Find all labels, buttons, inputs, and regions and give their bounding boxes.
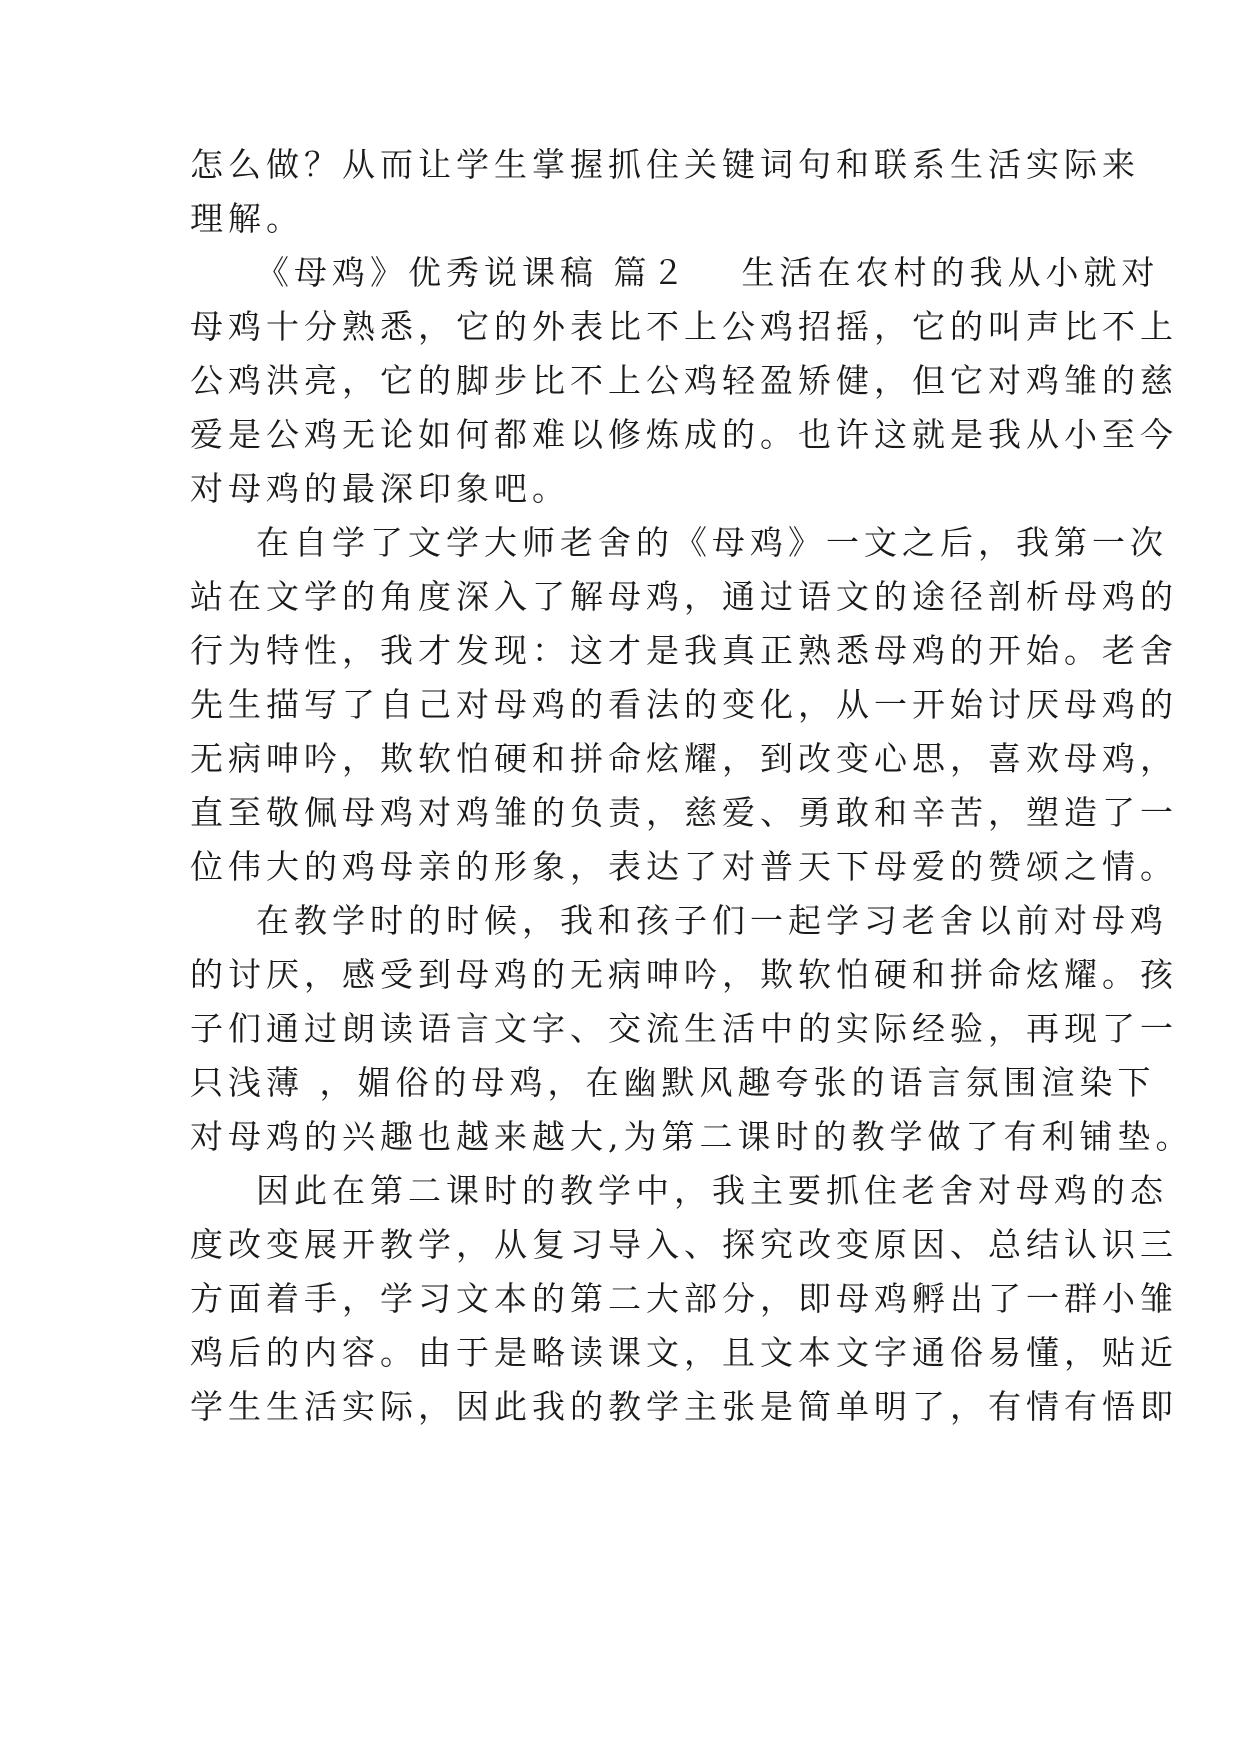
text-line: 对母鸡的最深印象吧。 [190, 469, 570, 508]
text-line: 对母鸡的兴趣也越来越大,为第二课时的教学做了有利铺垫。 [190, 1117, 1194, 1156]
text-line: 在教学时的时候，我和孩子们一起学习老舍以前对母鸡 [256, 901, 1168, 940]
text-line: 站在文学的角度深入了解母鸡，通过语文的途径剖析母鸡的 [190, 577, 1178, 616]
text-line: 怎么做？从而让学生掌握抓住关键词句和联系生活实际来 [190, 145, 1140, 184]
text-line: 的讨厌，感受到母鸡的无病呻吟，欺软怕硬和拼命炫耀。孩 [190, 955, 1178, 994]
text-line: 先生描写了自己对母鸡的看法的变化，从一开始讨厌母鸡的 [190, 685, 1178, 724]
text-line: 理解。 [190, 199, 304, 238]
section-heading-line [256, 253, 1160, 293]
text-line: 方面着手，学习文本的第二大部分，即母鸡孵出了一群小雏 [190, 1279, 1178, 1318]
text-line: 无病呻吟，欺软怕硬和拼命炫耀，到改变心思，喜欢母鸡， [190, 739, 1178, 778]
text-line: 因此在第二课时的教学中，我主要抓住老舍对母鸡的态 [256, 1171, 1168, 1210]
text-line: 爱是公鸡无论如何都难以修炼成的。也许这就是我从小至今 [190, 415, 1178, 454]
text-line: 鸡后的内容。由于是略读课文，且文本文字通俗易懂，贴近 [190, 1333, 1178, 1372]
text-line: 直至敬佩母鸡对鸡雏的负责，慈爱、勇敢和辛苦，塑造了一 [190, 793, 1178, 832]
text-line: 子们通过朗读语言文字、交流生活中的实际经验，再现了一 [190, 1009, 1178, 1048]
text-line: 只浅薄 ，媚俗的母鸡，在幽默风趣夸张的语言氛围渲染下 [190, 1063, 1156, 1102]
text-line: 生活在农村的我从小就对 [741, 253, 1160, 292]
text-line: 学生生活实际，因此我的教学主张是简单明了，有情有悟即 [190, 1387, 1178, 1426]
text-line: 度改变展开教学，从复习导入、探究改变原因、总结认识三 [190, 1225, 1178, 1264]
text-line: 公鸡洪亮，它的脚步比不上公鸡轻盈矫健，但它对鸡雏的慈 [190, 361, 1178, 400]
text-line: 行为特性，我才发现：这才是我真正熟悉母鸡的开始。老舍 [190, 631, 1178, 670]
text-line: 位伟大的鸡母亲的形象，表达了对普天下母爱的赞颂之情。 [190, 847, 1178, 886]
text-line: 母鸡十分熟悉，它的外表比不上公鸡招摇，它的叫声比不上 [190, 307, 1178, 346]
section-heading: 《母鸡》优秀说课稿 篇２ [256, 253, 690, 292]
text-line: 在自学了文学大师老舍的《母鸡》一文之后，我第一次 [256, 523, 1168, 562]
